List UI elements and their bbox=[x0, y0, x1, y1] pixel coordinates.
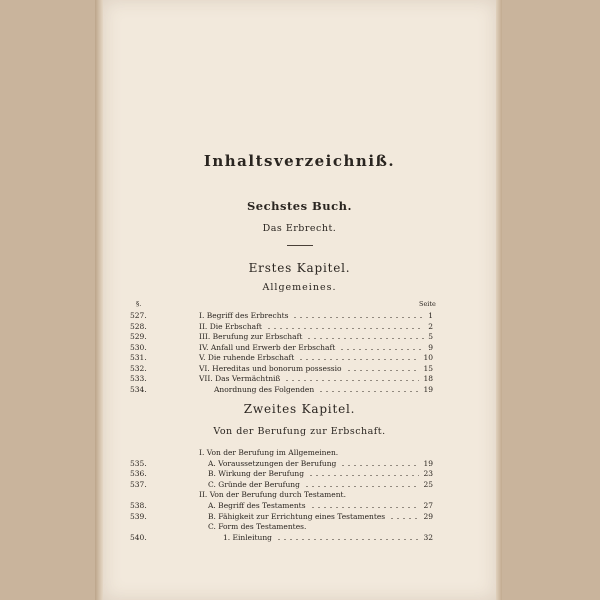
toc-section-number: 535. bbox=[130, 458, 147, 468]
divider-rule bbox=[287, 245, 313, 246]
toc-entry bbox=[103, 459, 496, 469]
toc-leader-dots bbox=[339, 349, 424, 350]
toc-section-number: 531. bbox=[130, 353, 147, 362]
toc-page-number: 18 bbox=[423, 374, 433, 383]
book-page bbox=[103, 0, 496, 600]
toc-page-number: 32 bbox=[423, 532, 433, 542]
toc-section-number: 532. bbox=[130, 363, 147, 373]
toc-entry-label: VI. Hereditas und bonorum possessio bbox=[199, 363, 342, 373]
toc-leader-dots bbox=[276, 539, 419, 540]
chapter-1-title: Erstes Kapitel. bbox=[248, 261, 351, 275]
toc-leader-dots bbox=[298, 359, 419, 360]
chapter-2-subtitle: Von der Berufung zur Erbschaft. bbox=[213, 426, 386, 437]
toc-entry bbox=[103, 501, 496, 511]
page-column-header: Seite bbox=[419, 300, 436, 308]
toc-entry bbox=[103, 332, 496, 342]
toc-entry bbox=[103, 448, 496, 458]
toc-entry-label: III. Berufung zur Erbschaft bbox=[199, 332, 303, 341]
toc-entry bbox=[103, 512, 496, 522]
toc-entry-label: V. Die ruhende Erbschaft bbox=[199, 353, 295, 362]
toc-leader-dots bbox=[308, 475, 419, 476]
toc-entry-label: II. Die Erbschaft bbox=[199, 321, 262, 331]
toc-section-number: 536. bbox=[130, 469, 147, 479]
toc-leader-dots bbox=[284, 380, 419, 381]
toc-section-number: 540. bbox=[130, 532, 147, 542]
toc-entry bbox=[103, 311, 496, 321]
toc-entry-label: A. Begriff des Testaments bbox=[208, 501, 306, 510]
toc-leader-dots bbox=[340, 465, 419, 466]
toc-leader-dots bbox=[310, 507, 419, 508]
toc-section-number: 529. bbox=[130, 332, 147, 341]
section-column-header: §. bbox=[136, 300, 142, 308]
toc-entry-label: 1. Einleitung bbox=[223, 532, 272, 542]
toc-leader-dots bbox=[389, 518, 419, 519]
toc-section-number: 530. bbox=[130, 342, 147, 352]
toc-section-number: 533. bbox=[130, 374, 147, 383]
toc-entry-label: II. Von der Berufung durch Testament. bbox=[199, 490, 346, 500]
toc-page-number: 15 bbox=[423, 363, 433, 373]
toc-section-number: 534. bbox=[130, 384, 147, 394]
toc-entry-label: C. Gründe der Berufung bbox=[208, 479, 300, 489]
toc-entry-label: Anordnung des Folgenden bbox=[214, 384, 315, 394]
chapter-2-title: Zweites Kapitel. bbox=[243, 402, 356, 416]
book-spine-shadow bbox=[95, 0, 103, 600]
toc-page-number: 23 bbox=[423, 469, 433, 479]
toc-entry-label: I. Begriff des Erbrechts bbox=[199, 311, 289, 320]
toc-entry bbox=[103, 353, 496, 363]
toc-page-number: 19 bbox=[423, 384, 433, 394]
toc-section-number: 539. bbox=[130, 511, 147, 521]
toc-entry bbox=[103, 480, 496, 490]
toc-entry-label: A. Voraussetzungen der Berufung bbox=[208, 458, 337, 468]
toc-page-number: 5 bbox=[428, 332, 433, 341]
toc-entry bbox=[103, 364, 496, 374]
toc-entry bbox=[103, 374, 496, 384]
toc-page-number: 25 bbox=[423, 479, 433, 489]
toc-entry bbox=[103, 490, 496, 500]
toc-page-number: 29 bbox=[423, 511, 433, 521]
toc-entry bbox=[103, 322, 496, 332]
toc-entry bbox=[103, 533, 496, 543]
toc-leader-dots bbox=[346, 370, 419, 371]
toc-entry-label: IV. Anfall und Erwerb der Erbschaft bbox=[199, 342, 336, 352]
toc-section-number: 528. bbox=[130, 321, 147, 331]
toc-page-number: 10 bbox=[423, 353, 433, 362]
toc-entry bbox=[103, 469, 496, 479]
toc-page-number: 9 bbox=[428, 342, 433, 352]
toc-leader-dots bbox=[306, 338, 424, 339]
toc-entry-label: B. Fähigkeit zur Errichtung eines Testamentes bbox=[208, 511, 386, 521]
toc-section-number: 538. bbox=[130, 501, 147, 510]
page-edge bbox=[496, 0, 502, 600]
toc-section-number: 537. bbox=[130, 479, 147, 489]
toc-entry-label: I. Von der Berufung im Allgemeinen. bbox=[199, 448, 339, 457]
toc-leader-dots bbox=[318, 391, 419, 392]
toc-page-number: 19 bbox=[423, 458, 433, 468]
toc-section-number: 527. bbox=[130, 311, 147, 320]
toc-entry-label: C. Form des Testamentes. bbox=[208, 522, 307, 532]
toc-leader-dots bbox=[304, 486, 419, 487]
toc-entry-label: B. Wirkung der Berufung bbox=[208, 469, 305, 479]
toc-page-number: 27 bbox=[423, 501, 433, 510]
toc-entry-label: VII. Das Vermächtniß bbox=[199, 374, 281, 383]
toc-page-number: 2 bbox=[428, 321, 433, 331]
chapter-1-subtitle: Allgemeines. bbox=[262, 282, 337, 293]
toc-entry bbox=[103, 522, 496, 532]
toc-leader-dots bbox=[292, 317, 424, 318]
toc-page-number: 1 bbox=[428, 311, 433, 320]
page-title: Inhaltsverzeichniß. bbox=[203, 152, 396, 170]
book-heading: Sechstes Buch. bbox=[246, 199, 352, 213]
toc-leader-dots bbox=[266, 328, 424, 329]
toc-entry bbox=[103, 343, 496, 353]
book-subject: Das Erbrecht. bbox=[262, 223, 337, 234]
toc-entry bbox=[103, 385, 496, 395]
